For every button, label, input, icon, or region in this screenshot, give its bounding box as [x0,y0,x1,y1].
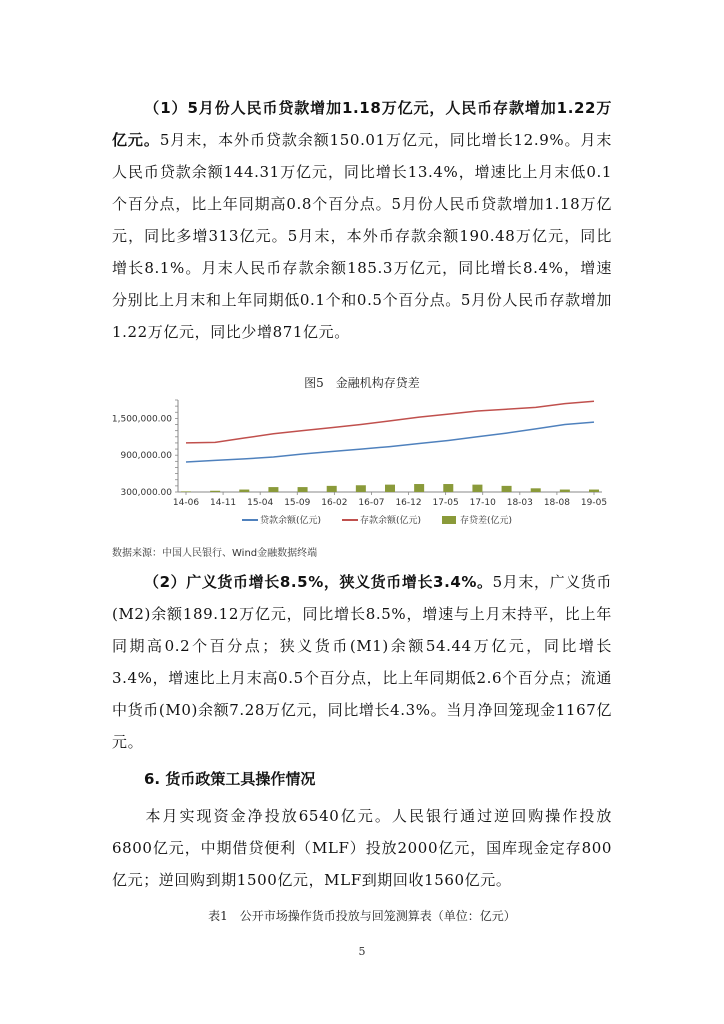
loan-deposit-gap-chart [112,396,612,536]
gap-bar [298,487,308,492]
legend-entry: 贷款余额(亿元) [260,516,322,526]
section-heading: 6. 货币政策工具操作情况 [144,770,316,788]
paragraph-loans-deposits [112,92,612,348]
gap-bar [502,486,512,492]
x-tick-label: 16-07 [358,498,385,508]
gap-bar [356,485,366,492]
loans-series-line [186,422,594,462]
x-tick-label: 16-02 [321,498,348,508]
legend-entry: 存贷差(亿元) [460,516,513,526]
legend-entry: 存款余额(亿元) [360,516,422,526]
x-tick-label: 17-05 [432,498,459,508]
x-tick-label: 15-09 [284,498,311,508]
paragraph-body-money: 5月末，广义货币(M2)余额189.12万亿元，同比增长8.5%，增速与上月末持平，比上年同期高0.2个百分点；狭义货币(M1)余额54.44万亿元，同比增长3.4%，增速比上月末高0.5个百分点，比上年同期低2.6个百分点；流通中货币(M0)余额7.28万亿元，同比增长4.3%。当月净回笼现金1167亿元。 [112,573,613,751]
x-tick-label: 18-03 [506,498,533,508]
x-tick-label: 16-12 [395,498,422,508]
gap-bar [239,490,249,492]
x-tick-label: 14-11 [210,498,237,508]
gap-bar [560,490,570,492]
paragraph-policy-tools [112,800,612,896]
legend-swatch [442,516,456,524]
gap-bar [531,488,541,492]
x-tick-label: 14-06 [172,498,200,508]
x-tick-label: 19-05 [580,498,608,508]
paragraph-body-policy: 本月实现资金净投放6540亿元。人民银行通过逆回购操作投放6800亿元，中期借贷便利（MLF）投放2000亿元，国库现金定存800亿元；逆回购到期1500亿元，MLF到期回收1560亿元。 [112,807,612,889]
y-tick-label: 900,000.00 [120,451,172,462]
x-tick-label: 17-10 [469,498,496,508]
paragraph-heading-money: （2）广义货币增长8.5%，狭义货币增长3.4%。 [144,573,493,591]
deposits-series-line [186,401,594,443]
gap-bar [472,485,482,492]
y-tick-label: 300,000.00 [120,488,172,498]
x-tick-label: 18-08 [543,498,570,508]
paragraph-money-supply [112,566,612,758]
gap-bar [181,491,191,492]
y-tick-label: 1,500,000.00 [112,414,172,425]
page-number: 5 [358,945,366,958]
table-caption: 表1 公开市场操作货币投放与回笼测算表（单位：亿元） [208,909,516,923]
figure-source: 数据来源：中国人民银行、Wind金融数据终端 [112,548,318,559]
gap-bar [589,490,599,492]
gap-bar [414,484,424,492]
gap-bar [268,487,278,492]
gap-bar [385,485,395,492]
gap-bar [210,491,220,492]
gap-bar [327,486,337,492]
paragraph-heading-loans: （1）5月份人民币贷款增加1.18万亿元，人民币存款增加1.22万亿元。 [112,99,612,149]
figure-caption: 图5 金融机构存贷差 [304,376,420,390]
gap-bar [443,484,453,492]
x-tick-label: 15-04 [247,498,274,508]
paragraph-body-loans: 5月末，本外币贷款余额150.01万亿元，同比增长12.9%。月末人民币贷款余额144.31万亿元，同比增长13.4%，增速比上月末低0.1个百分点，比上年同期高0.8个百分点。5月份人民币贷款增加1.18万亿元，同比多增313亿元。5月末，本外币存款余额190.48万亿元，同比增长8.1%。月末人民币存款余额185.3万亿元，同比增长8.4%，增速分别比上月末和上年同期低0.1个和0.5个百分点。5月份人民币存款增加1.22万亿元，同比少增871亿元。 [112,131,612,341]
